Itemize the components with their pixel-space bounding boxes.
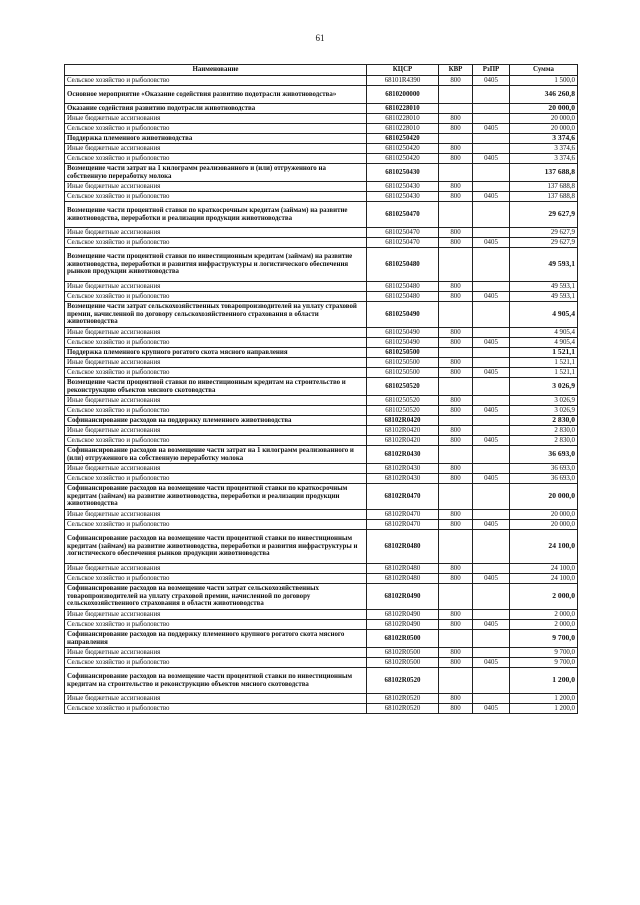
cell-kvr [439,302,473,328]
cell-sum: 3 026,9 [510,406,578,416]
cell-kvr: 800 [439,396,473,406]
cell-sum: 1 521,1 [510,358,578,368]
cell-sum: 36 693,0 [510,446,578,464]
table-row [65,584,578,610]
cell-rzpr: 0405 [473,520,510,530]
cell-kvr: 800 [439,520,473,530]
cell-kvr: 800 [439,564,473,574]
cell-kvr: 800 [439,574,473,584]
cell-name: Сельское хозяйство и рыболовство [65,658,367,668]
cell-name: Сельское хозяйство и рыболовство [65,520,367,530]
cell-kcsr: 68102R0480 [367,530,439,564]
cell-sum: 24 100,0 [510,564,578,574]
cell-kcsr: 68102R0490 [367,620,439,630]
cell-sum: 29 627,9 [510,228,578,238]
cell-kvr: 800 [439,328,473,338]
cell-rzpr: 0405 [473,704,510,714]
cell-rzpr [473,530,510,564]
cell-sum: 137 688,8 [510,192,578,202]
cell-rzpr: 0405 [473,238,510,248]
cell-sum: 20 000,0 [510,510,578,520]
page-number: 61 [315,33,325,43]
cell-kcsr: 68102R0430 [367,474,439,484]
table-row [65,620,578,630]
cell-rzpr [473,378,510,396]
cell-name: Сельское хозяйство и рыболовство [65,292,367,302]
cell-sum: 9 700,0 [510,630,578,648]
cell-kvr [439,668,473,694]
cell-kvr: 800 [439,658,473,668]
cell-name: Сельское хозяйство и рыболовство [65,154,367,164]
cell-kvr: 800 [439,620,473,630]
cell-kcsr: 68102R0420 [367,436,439,446]
cell-name: Поддержка племенного животноводства [65,134,367,144]
cell-kvr [439,630,473,648]
cell-sum: 20 000,0 [510,520,578,530]
cell-kvr: 800 [439,368,473,378]
cell-name: Иные бюджетные ассигнования [65,182,367,192]
cell-sum: 49 593,1 [510,248,578,282]
table-row [65,510,578,520]
table-row [65,202,578,228]
cell-rzpr: 0405 [473,368,510,378]
table-row [65,302,578,328]
cell-kvr [439,584,473,610]
cell-kvr: 800 [439,694,473,704]
cell-name: Возмещение части затрат на 1 килограмм реализованного и (или) отгруженного на собственную переработку молока [65,164,367,182]
cell-rzpr: 0405 [473,620,510,630]
cell-rzpr [473,610,510,620]
table-row [65,436,578,446]
cell-sum: 9 700,0 [510,658,578,668]
cell-kvr [439,202,473,228]
cell-sum: 1 500,0 [510,76,578,86]
cell-name: Сельское хозяйство и рыболовство [65,474,367,484]
table-row [65,292,578,302]
table-row [65,238,578,248]
table-row [65,338,578,348]
cell-name: Иные бюджетные ассигнования [65,464,367,474]
table-row [65,464,578,474]
cell-name: Сельское хозяйство и рыболовство [65,238,367,248]
cell-name: Иные бюджетные ассигнования [65,114,367,124]
cell-kcsr: 6810250480 [367,292,439,302]
cell-rzpr [473,464,510,474]
cell-kcsr: 68102R0430 [367,446,439,464]
table-row [65,694,578,704]
cell-name: Возмещение части процентной ставки по инвестиционным кредитам на строительство и реконструкцию объектов мясного скотоводства [65,378,367,396]
cell-kcsr: 68102R0500 [367,658,439,668]
cell-kvr: 800 [439,76,473,86]
cell-rzpr: 0405 [473,406,510,416]
cell-rzpr [473,182,510,192]
cell-name: Поддержка племенного крупного рогатого скота мясного направления [65,348,367,358]
header-kcsr: КЦСР [367,65,439,76]
cell-sum: 3 026,9 [510,378,578,396]
cell-kvr [439,348,473,358]
cell-kvr [439,530,473,564]
cell-kcsr: 6810250420 [367,144,439,154]
cell-rzpr [473,630,510,648]
cell-kvr [439,248,473,282]
cell-sum: 1 200,0 [510,694,578,704]
cell-kvr [439,134,473,144]
cell-kvr: 800 [439,358,473,368]
cell-name: Иные бюджетные ассигнования [65,610,367,620]
cell-rzpr: 0405 [473,436,510,446]
cell-kcsr: 6810250420 [367,154,439,164]
table-row [65,192,578,202]
cell-name: Иные бюджетные ассигнования [65,426,367,436]
cell-rzpr [473,104,510,114]
header-row [65,65,578,76]
cell-name: Иные бюджетные ассигнования [65,648,367,658]
cell-sum: 24 100,0 [510,574,578,584]
table-row [65,182,578,192]
cell-kvr [439,446,473,464]
cell-sum: 20 000,0 [510,114,578,124]
cell-kcsr: 6810250480 [367,282,439,292]
cell-kvr: 800 [439,338,473,348]
cell-kvr: 800 [439,510,473,520]
cell-name: Сельское хозяйство и рыболовство [65,124,367,134]
cell-sum: 2 830,0 [510,416,578,426]
budget-table [64,64,578,714]
cell-rzpr [473,328,510,338]
cell-rzpr: 0405 [473,338,510,348]
cell-kcsr: 6810250520 [367,396,439,406]
cell-sum: 36 693,0 [510,464,578,474]
cell-kvr [439,416,473,426]
cell-sum: 3 374,6 [510,144,578,154]
cell-kcsr: 6810250430 [367,182,439,192]
cell-kcsr: 68102R0490 [367,584,439,610]
cell-rzpr [473,144,510,154]
cell-rzpr: 0405 [473,154,510,164]
cell-kvr: 800 [439,474,473,484]
cell-kvr [439,104,473,114]
cell-sum: 137 688,8 [510,182,578,192]
cell-rzpr [473,446,510,464]
cell-kvr: 800 [439,610,473,620]
cell-name: Иные бюджетные ассигнования [65,282,367,292]
cell-kcsr: 68102R0420 [367,426,439,436]
cell-name: Сельское хозяйство и рыболовство [65,368,367,378]
cell-sum: 29 627,9 [510,202,578,228]
table-row [65,484,578,510]
table-row [65,76,578,86]
cell-kvr [439,484,473,510]
table-row [65,658,578,668]
cell-rzpr [473,510,510,520]
cell-kcsr: 68102R0420 [367,416,439,426]
cell-kcsr: 68102R0520 [367,704,439,714]
cell-rzpr: 0405 [473,292,510,302]
cell-kcsr: 6810250520 [367,406,439,416]
cell-kcsr: 6810250480 [367,248,439,282]
cell-kcsr: 6810250470 [367,238,439,248]
table-row [65,426,578,436]
cell-kcsr: 68102R0470 [367,510,439,520]
cell-name: Оказание содействия развитию подотрасли животноводства [65,104,367,114]
cell-kcsr: 6810250470 [367,228,439,238]
table-row [65,630,578,648]
cell-kcsr: 68102R0490 [367,610,439,620]
cell-kcsr: 6810250430 [367,192,439,202]
table-row [65,134,578,144]
table-row [65,164,578,182]
cell-name: Иные бюджетные ассигнования [65,396,367,406]
cell-sum: 1 521,1 [510,348,578,358]
cell-sum: 2 000,0 [510,610,578,620]
cell-rzpr [473,426,510,436]
table-row [65,104,578,114]
cell-rzpr [473,114,510,124]
cell-kcsr: 68102R0470 [367,484,439,510]
cell-sum: 20 000,0 [510,484,578,510]
cell-name: Иные бюджетные ассигнования [65,694,367,704]
cell-rzpr: 0405 [473,192,510,202]
cell-kcsr: 68102R0470 [367,520,439,530]
table-row [65,124,578,134]
table-row [65,704,578,714]
cell-name: Сельское хозяйство и рыболовство [65,436,367,446]
cell-rzpr: 0405 [473,658,510,668]
table-row [65,648,578,658]
table-row [65,530,578,564]
cell-rzpr [473,228,510,238]
cell-kcsr: 6810250500 [367,348,439,358]
table-row [65,564,578,574]
cell-rzpr [473,584,510,610]
cell-kcsr: 68102R0500 [367,648,439,658]
cell-kvr: 800 [439,292,473,302]
cell-kcsr: 68102R0500 [367,630,439,648]
cell-name: Сельское хозяйство и рыболовство [65,338,367,348]
cell-name: Софинансирование расходов на возмещение части процентной ставки по инвестиционным кредитам на строительство и реконструкцию объектов мясного скотоводства [65,668,367,694]
cell-rzpr [473,134,510,144]
cell-sum: 24 100,0 [510,530,578,564]
cell-rzpr [473,282,510,292]
cell-sum: 2 000,0 [510,584,578,610]
cell-name: Софинансирование расходов на поддержку племенного животноводства [65,416,367,426]
cell-rzpr [473,668,510,694]
cell-sum: 49 593,1 [510,292,578,302]
cell-sum: 49 593,1 [510,282,578,292]
cell-kvr: 800 [439,124,473,134]
cell-name: Сельское хозяйство и рыболовство [65,574,367,584]
cell-sum: 1 521,1 [510,368,578,378]
table-row [65,668,578,694]
table-row [65,348,578,358]
cell-kcsr: 6810250500 [367,358,439,368]
cell-sum: 3 374,6 [510,154,578,164]
cell-name: Сельское хозяйство и рыболовство [65,704,367,714]
cell-kvr: 800 [439,144,473,154]
cell-kcsr: 6810250430 [367,164,439,182]
cell-sum: 137 688,8 [510,164,578,182]
cell-kvr: 800 [439,426,473,436]
cell-kcsr: 68102R0520 [367,668,439,694]
cell-name: Софинансирование расходов на поддержку племенного крупного рогатого скота мясного направления [65,630,367,648]
table-row [65,358,578,368]
cell-kcsr: 6810228010 [367,114,439,124]
cell-rzpr: 0405 [473,76,510,86]
cell-sum: 3 374,6 [510,134,578,144]
cell-rzpr [473,248,510,282]
cell-rzpr: 0405 [473,574,510,584]
cell-name: Иные бюджетные ассигнования [65,564,367,574]
table-row [65,114,578,124]
cell-kvr: 800 [439,406,473,416]
cell-kvr: 800 [439,154,473,164]
cell-name: Иные бюджетные ассигнования [65,228,367,238]
table-row [65,416,578,426]
cell-rzpr [473,648,510,658]
cell-name: Софинансирование расходов на возмещение части процентной ставки по краткосрочным кредитам (займам) на развитие животноводства, переработки и реализации продукции животноводства [65,484,367,510]
cell-name: Софинансирование расходов на возмещение части процентной ставки по инвестиционным кредитам (займам) на развитие животноводства, переработки и развития инфраструктуры и логистического обеспечения рынков продукции животноводства [65,530,367,564]
cell-name: Сельское хозяйство и рыболовство [65,406,367,416]
cell-kvr [439,86,473,104]
table-body [65,76,578,714]
cell-kvr: 800 [439,228,473,238]
cell-name: Возмещение части процентной ставки по инвестиционным кредитам (займам) на развитие животноводства, переработки и развития инфраструктуры и логистического обеспечения рынков продукции животноводства [65,248,367,282]
cell-name: Возмещение части затрат сельскохозяйственных товаропроизводителей на уплату страховой премии, начисленной по договору сельскохозяйственного страхования в области животноводства [65,302,367,328]
header-name: Наименование [65,65,367,76]
cell-sum: 2 830,0 [510,426,578,436]
cell-rzpr [473,86,510,104]
cell-kcsr: 6810250490 [367,338,439,348]
cell-name: Сельское хозяйство и рыболовство [65,192,367,202]
table-row [65,144,578,154]
cell-rzpr [473,694,510,704]
table-row [65,328,578,338]
header-kvr: КВР [439,65,473,76]
table-row [65,574,578,584]
cell-sum: 2 830,0 [510,436,578,446]
cell-kvr: 800 [439,704,473,714]
cell-kvr [439,378,473,396]
cell-kvr: 800 [439,114,473,124]
cell-sum: 3 026,9 [510,396,578,406]
cell-rzpr [473,202,510,228]
cell-name: Иные бюджетные ассигнования [65,144,367,154]
cell-kcsr: 6810200000 [367,86,439,104]
table-row [65,154,578,164]
cell-kcsr: 6810250520 [367,378,439,396]
cell-rzpr [473,358,510,368]
cell-kcsr: 68102R0480 [367,564,439,574]
cell-name: Возмещение части процентной ставки по краткосрочным кредитам (займам) на развитие животноводства, переработки и реализации продукции животноводства [65,202,367,228]
cell-rzpr [473,484,510,510]
cell-kvr: 800 [439,464,473,474]
table-row [65,446,578,464]
cell-sum: 9 700,0 [510,648,578,658]
cell-rzpr [473,302,510,328]
cell-rzpr [473,564,510,574]
cell-name: Сельское хозяйство и рыболовство [65,620,367,630]
cell-sum: 20 000,0 [510,104,578,114]
table-row [65,228,578,238]
cell-kcsr: 6810250490 [367,302,439,328]
cell-kvr: 800 [439,182,473,192]
cell-kcsr: 68102R0520 [367,694,439,704]
table-row [65,396,578,406]
cell-name: Сельское хозяйство и рыболовство [65,76,367,86]
table-row [65,282,578,292]
cell-sum: 4 905,4 [510,338,578,348]
cell-sum: 4 905,4 [510,328,578,338]
cell-name: Софинансирование расходов на возмещение части затрат сельскохозяйственных товаропроизводителей на уплату страховой премии, начисленной по договору сельскохозяйственного страхования в области животноводства [65,584,367,610]
cell-sum: 36 693,0 [510,474,578,484]
cell-rzpr [473,396,510,406]
table-row [65,474,578,484]
cell-rzpr: 0405 [473,474,510,484]
cell-sum: 1 200,0 [510,668,578,694]
cell-kcsr: 68102R0430 [367,464,439,474]
cell-kvr: 800 [439,648,473,658]
cell-kvr: 800 [439,436,473,446]
table-row [65,520,578,530]
cell-rzpr [473,348,510,358]
cell-kcsr: 6810228010 [367,124,439,134]
cell-kcsr: 6810250490 [367,328,439,338]
cell-name: Основное мероприятие «Оказание содействия развитию подотрасли животноводства» [65,86,367,104]
table-row [65,406,578,416]
table-row [65,378,578,396]
cell-kcsr: 68101R4390 [367,76,439,86]
cell-sum: 29 627,9 [510,238,578,248]
table-row [65,248,578,282]
cell-sum: 346 260,8 [510,86,578,104]
cell-sum: 1 200,0 [510,704,578,714]
cell-kcsr: 6810228010 [367,104,439,114]
cell-kcsr: 6810250470 [367,202,439,228]
cell-name: Иные бюджетные ассигнования [65,358,367,368]
cell-kcsr: 6810250500 [367,368,439,378]
cell-kcsr: 6810250420 [367,134,439,144]
cell-name: Иные бюджетные ассигнования [65,510,367,520]
cell-rzpr [473,164,510,182]
header-rzpr: РзПР [473,65,510,76]
cell-kvr: 800 [439,282,473,292]
table-row [65,368,578,378]
cell-rzpr [473,416,510,426]
table-row [65,86,578,104]
cell-sum: 2 000,0 [510,620,578,630]
cell-name: Софинансирование расходов на возмещение части затрат на 1 килограмм реализованного и (или) отгруженного на собственную переработку молока [65,446,367,464]
cell-rzpr: 0405 [473,124,510,134]
cell-kvr [439,164,473,182]
cell-sum: 20 000,0 [510,124,578,134]
cell-kvr: 800 [439,192,473,202]
table-row [65,610,578,620]
header-sum: Сумма [510,65,578,76]
cell-kvr: 800 [439,238,473,248]
cell-name: Иные бюджетные ассигнования [65,328,367,338]
cell-sum: 4 905,4 [510,302,578,328]
cell-kcsr: 68102R0480 [367,574,439,584]
